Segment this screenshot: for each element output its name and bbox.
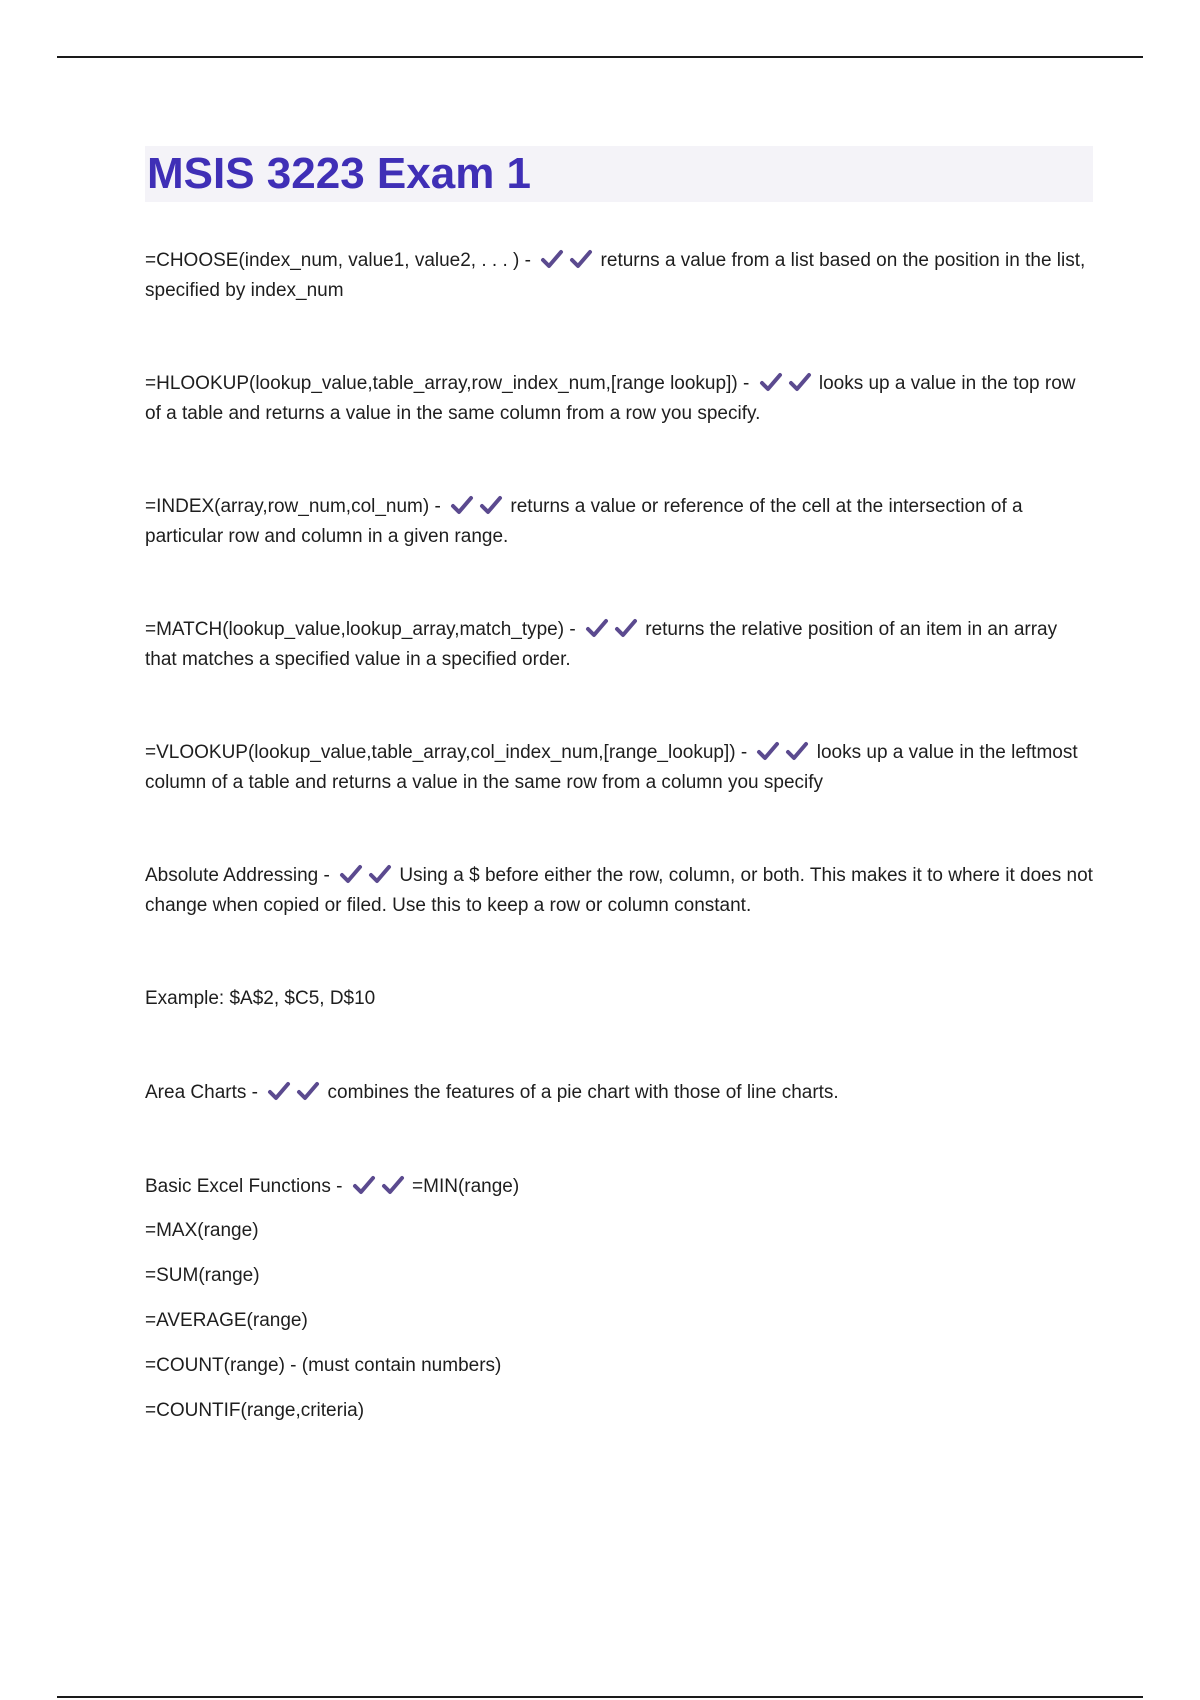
check-icon — [352, 1175, 376, 1195]
check-icon — [368, 864, 392, 884]
document-content — [145, 146, 1093, 1441]
entry-hlookup — [145, 369, 1093, 429]
example-line: Example: $A$2, $C5, D$10 — [145, 988, 376, 1009]
double-check-icon — [352, 1175, 405, 1195]
entry-term: Basic Excel Functions - — [145, 1176, 348, 1197]
entry-absolute-addressing — [145, 861, 1093, 921]
double-check-icon — [585, 618, 638, 638]
entry-term: =INDEX(array,row_num,col_num) - — [145, 496, 447, 517]
check-icon — [296, 1081, 320, 1101]
double-check-icon — [759, 372, 812, 392]
check-icon — [569, 249, 593, 269]
entry-definition: returns a value or reference of the cell at the intersection of a particular row and column in a given range. — [145, 496, 1023, 547]
check-icon — [788, 372, 812, 392]
entry-vlookup — [145, 738, 1093, 798]
document-title: MSIS 3223 Exam 1 — [147, 149, 532, 198]
function-list — [145, 1216, 1093, 1426]
check-icon — [585, 618, 609, 638]
check-icon — [614, 618, 638, 638]
entry-definition: looks up a value in the top row of a table and returns a value in the same column from a row you specify. — [145, 373, 1076, 424]
check-icon — [450, 495, 474, 515]
entry-choose — [145, 246, 1093, 306]
entry-term: Absolute Addressing - — [145, 865, 336, 886]
double-check-icon — [267, 1081, 320, 1101]
entries-list — [145, 246, 1093, 1426]
entry-definition: returns a value from a list based on the position in the list, specified by index_num — [145, 250, 1086, 301]
entry-definition: returns the relative position of an item in an array that matches a specified value in a specified order. — [145, 619, 1058, 670]
check-icon — [759, 372, 783, 392]
list-item: =SUM(range) — [145, 1265, 260, 1286]
entry-definition: combines the features of a pie chart with those of line charts. — [327, 1082, 839, 1103]
entry-definition: Using a $ before either the row, column, or both. This makes it to where it does not change when copied or filed. Use this to keep a row or column constant. — [145, 865, 1093, 916]
entry-term: =MATCH(lookup_value,lookup_array,match_type) - — [145, 619, 581, 640]
check-icon — [756, 741, 780, 761]
entry-definition: looks up a value in the leftmost column of a table and returns a value in the same row from a column you specify — [145, 742, 1078, 793]
entry-index — [145, 492, 1093, 552]
entry-term: Area Charts - — [145, 1082, 264, 1103]
check-icon — [267, 1081, 291, 1101]
double-check-icon — [540, 249, 593, 269]
entry-definition: =MIN(range) — [412, 1176, 520, 1197]
entry-match — [145, 615, 1093, 675]
check-icon — [785, 741, 809, 761]
list-item: =COUNT(range) - (must contain numbers) — [145, 1355, 502, 1376]
bottom-rule — [57, 1696, 1143, 1698]
entry-term: =HLOOKUP(lookup_value,table_array,row_index_num,[range lookup]) - — [145, 373, 755, 394]
double-check-icon — [450, 495, 503, 515]
top-rule — [57, 56, 1143, 58]
check-icon — [479, 495, 503, 515]
entry-term: =CHOOSE(index_num, value1, value2, . . . ) - — [145, 250, 537, 271]
check-icon — [381, 1175, 405, 1195]
entry-basic-functions — [145, 1172, 1093, 1202]
check-icon — [540, 249, 564, 269]
title-band — [145, 146, 1093, 202]
double-check-icon — [756, 741, 809, 761]
entry-area-charts — [145, 1078, 1093, 1108]
list-item: =AVERAGE(range) — [145, 1310, 308, 1331]
list-item: =MAX(range) — [145, 1220, 259, 1241]
list-item: =COUNTIF(range,criteria) — [145, 1400, 365, 1421]
entry-term: =VLOOKUP(lookup_value,table_array,col_index_num,[range_lookup]) - — [145, 742, 753, 763]
check-icon — [339, 864, 363, 884]
double-check-icon — [339, 864, 392, 884]
